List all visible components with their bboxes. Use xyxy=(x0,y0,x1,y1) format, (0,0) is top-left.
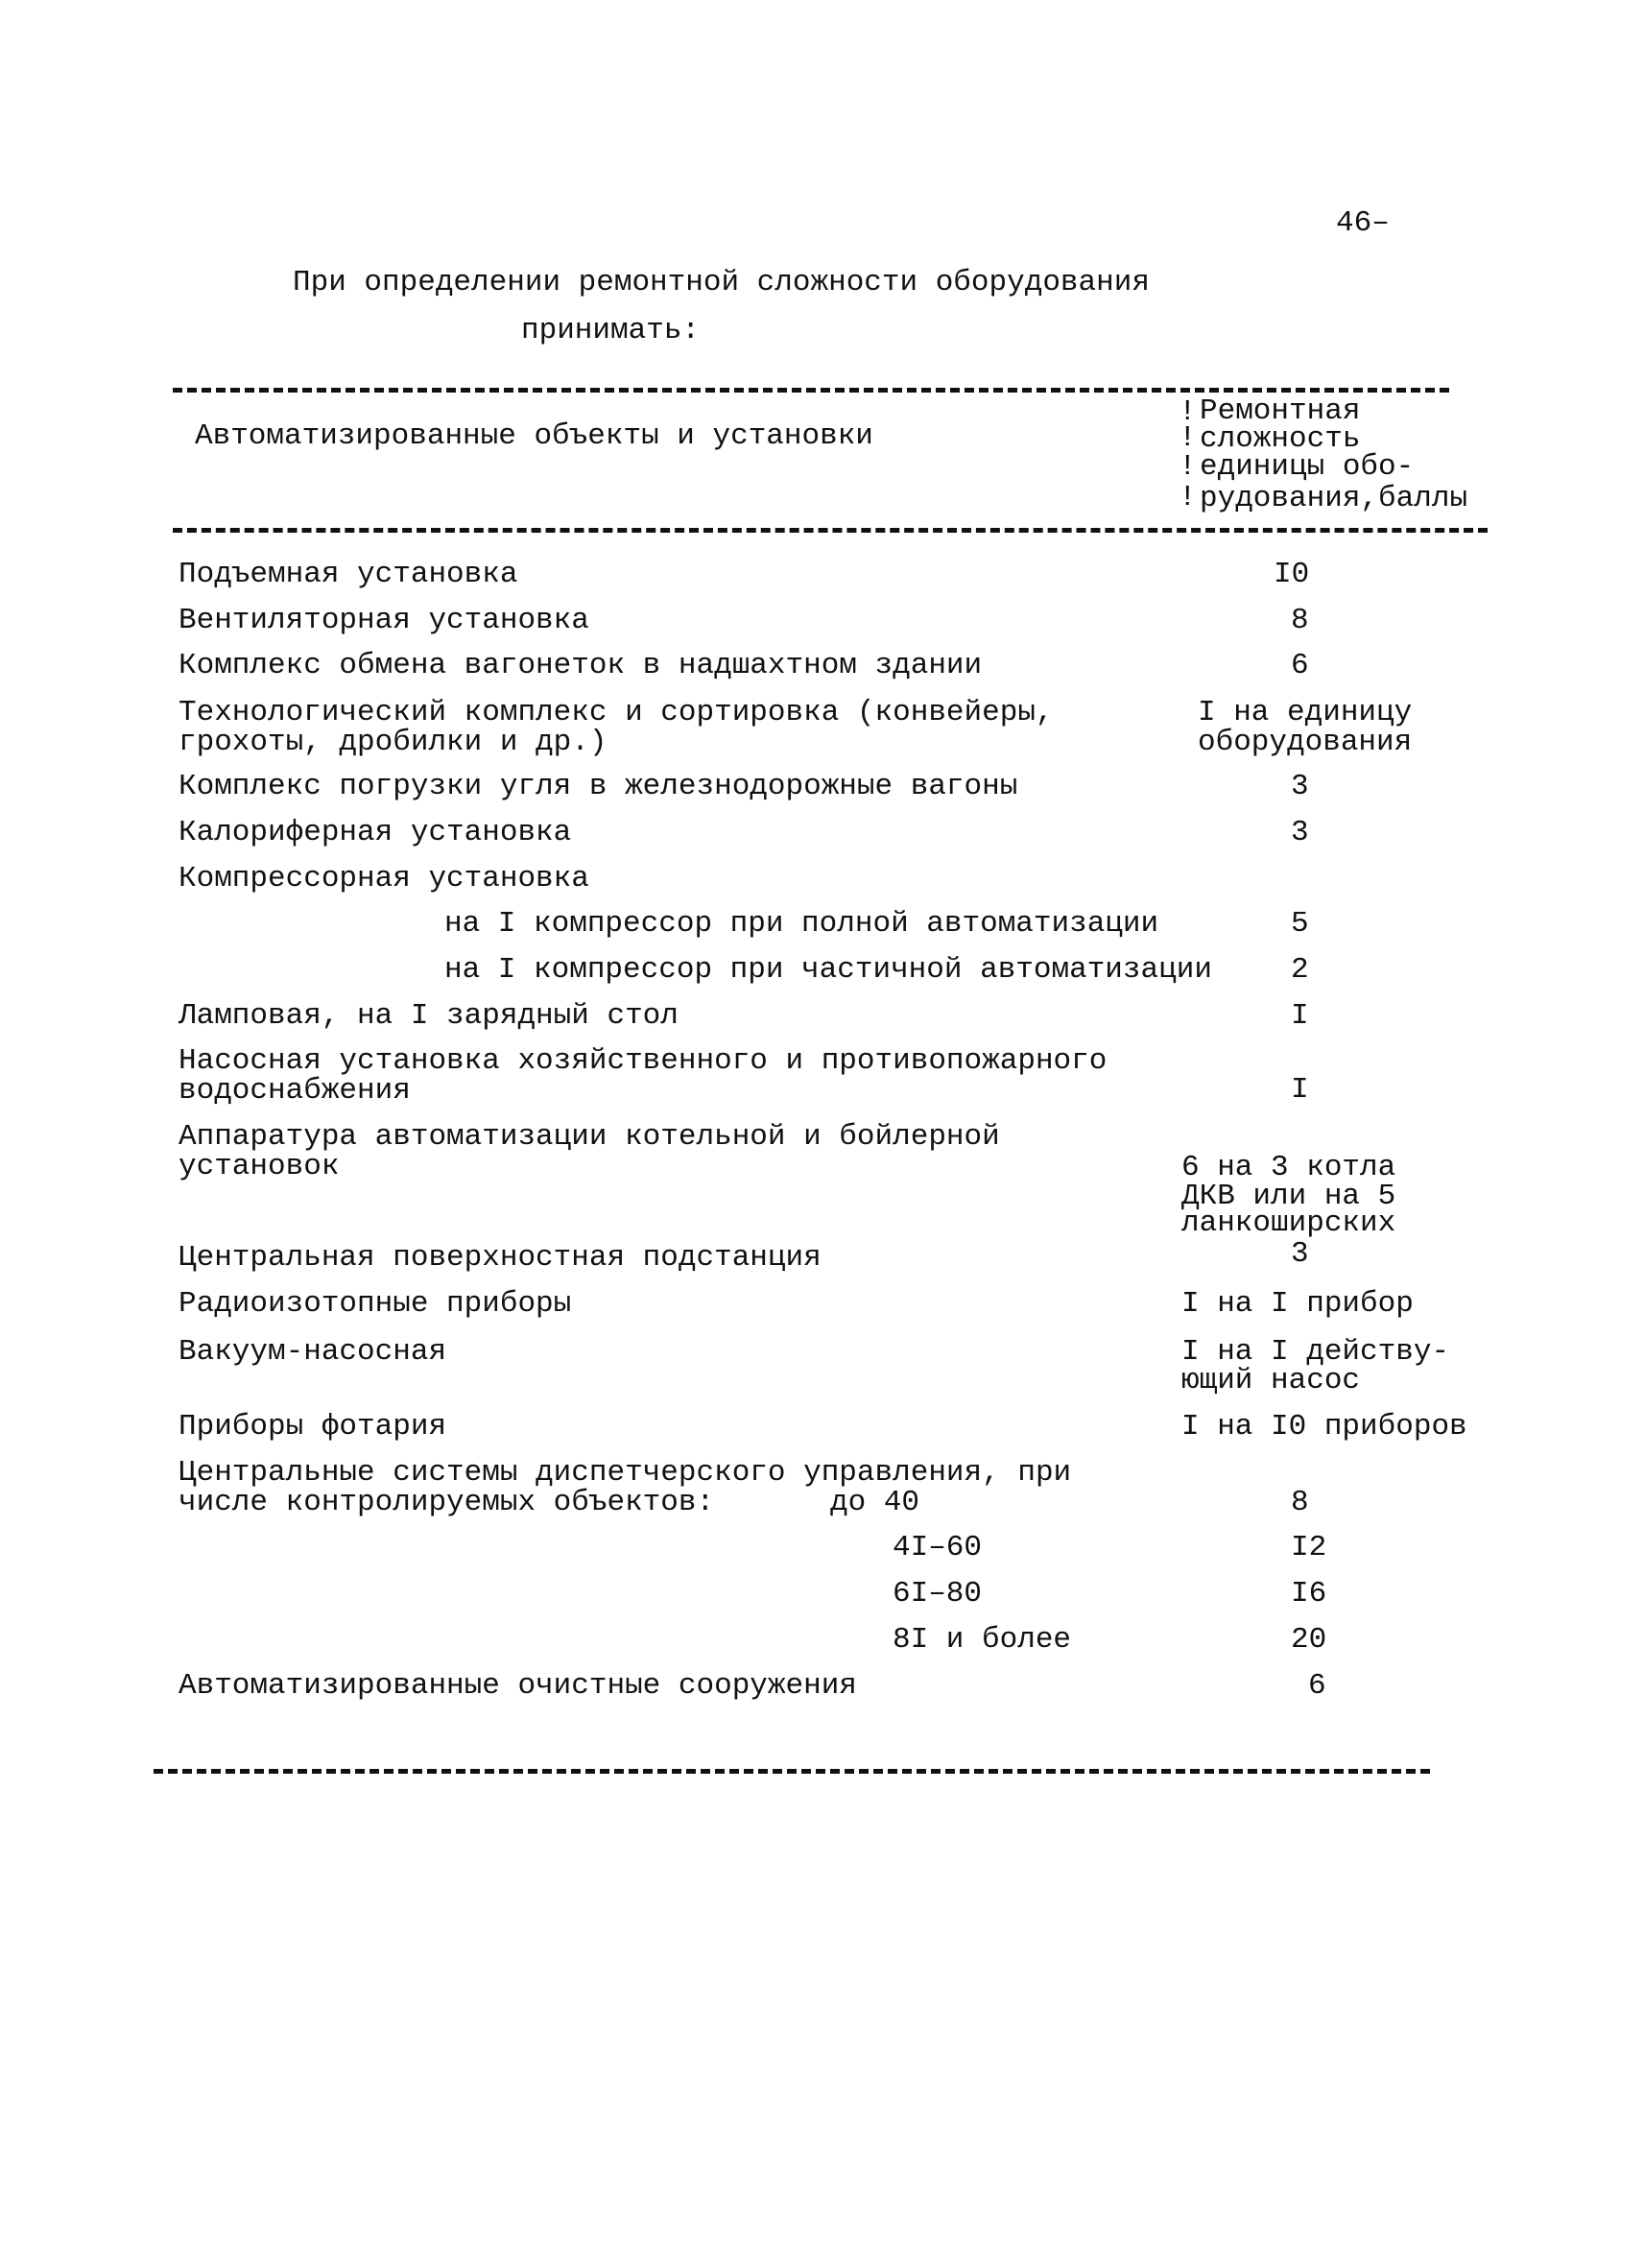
intro-line-1: При определении ремонтной сложности оборудования xyxy=(293,266,1150,299)
row-name: Вакуум-насосная xyxy=(179,1335,447,1369)
header-separator: ! xyxy=(1179,481,1197,514)
row-name: Комплекс погрузки угля в железнодорожные вагоны xyxy=(179,770,1018,803)
row-range: 4I–60 xyxy=(893,1531,983,1564)
row-value: I6 xyxy=(1291,1577,1327,1611)
row-name: Приборы фотария xyxy=(179,1410,447,1444)
row-value: 6 xyxy=(1308,1669,1326,1703)
intro-line-2: принимать: xyxy=(521,314,701,347)
row-name: Насосная установка хозяйственного и противопожарного xyxy=(179,1044,1108,1078)
row-value: 3 xyxy=(1291,770,1309,803)
header-separator: ! xyxy=(1179,421,1197,455)
row-name: Комплекс обмена вагонеток в надшахтном здании xyxy=(179,649,983,682)
row-value: ланкоширских xyxy=(1181,1206,1396,1240)
row-name: на I компрессор при полной автоматизации xyxy=(444,907,1159,941)
row-range: до 40 xyxy=(830,1486,920,1519)
row-value: 2 xyxy=(1291,953,1309,987)
row-name: Центральная поверхностная подстанция xyxy=(179,1241,822,1275)
row-name: установок xyxy=(179,1150,340,1183)
row-value: оборудования xyxy=(1198,726,1413,759)
row-value: 3 xyxy=(1291,1237,1309,1271)
header-right-line: Ремонтная xyxy=(1200,394,1361,428)
row-value: I на I действу- xyxy=(1181,1335,1450,1369)
table-top-rule xyxy=(173,388,1449,393)
row-value: I xyxy=(1291,999,1309,1033)
row-value: 8 xyxy=(1291,604,1309,637)
row-value: I на I прибор xyxy=(1181,1287,1414,1321)
row-name: Аппаратура автоматизации котельной и бойлерной xyxy=(179,1120,1000,1154)
row-value: 20 xyxy=(1291,1623,1327,1657)
row-value: I на единицу xyxy=(1198,696,1413,729)
page-number: 46– xyxy=(1336,206,1390,240)
row-name: Калориферная установка xyxy=(179,816,572,849)
row-value: 6 xyxy=(1291,649,1309,682)
row-name: Подъемная установка xyxy=(179,558,518,591)
row-value: I2 xyxy=(1291,1531,1327,1564)
header-right-line: рудования,баллы xyxy=(1200,482,1468,515)
row-range: 6I–80 xyxy=(893,1577,983,1611)
table-bottom-rule xyxy=(154,1769,1430,1774)
header-right-line: сложность xyxy=(1200,422,1361,456)
row-value: 5 xyxy=(1291,907,1309,941)
row-name: Технологический комплекс и сортировка (конвейеры, xyxy=(179,696,1054,729)
row-value: 8 xyxy=(1291,1486,1309,1519)
row-value: I0 xyxy=(1274,558,1310,591)
row-value: I xyxy=(1291,1073,1309,1107)
row-value: ющий насос xyxy=(1181,1364,1361,1397)
header-separator: ! xyxy=(1179,395,1197,429)
header-separator: ! xyxy=(1179,450,1197,484)
row-value: 6 на 3 котла xyxy=(1181,1151,1396,1184)
row-name: Центральные системы диспетчерского управления, при xyxy=(179,1456,1072,1490)
row-name: Компрессорная установка xyxy=(179,862,589,895)
row-name: Ламповая, на I зарядный стол xyxy=(179,999,679,1033)
table-header-rule xyxy=(173,528,1488,533)
header-right-line: единицы обо- xyxy=(1200,450,1415,484)
row-name: на I компрессор при частичной автоматизации xyxy=(444,953,1212,987)
header-left: Автоматизированные объекты и установки xyxy=(195,419,873,453)
row-value: I на I0 приборов xyxy=(1181,1410,1467,1444)
row-name: водоснабжения xyxy=(179,1074,411,1108)
row-name: Вентиляторная установка xyxy=(179,604,589,637)
row-name: числе контролируемых объектов: xyxy=(179,1486,715,1519)
row-name: Радиоизотопные приборы xyxy=(179,1287,572,1321)
row-name: грохоты, дробилки и др.) xyxy=(179,726,608,759)
row-range: 8I и более xyxy=(893,1623,1072,1657)
row-value: 3 xyxy=(1291,816,1309,849)
row-value: ДКВ или на 5 xyxy=(1181,1180,1396,1213)
row-name: Автоматизированные очистные сооружения xyxy=(179,1669,857,1703)
